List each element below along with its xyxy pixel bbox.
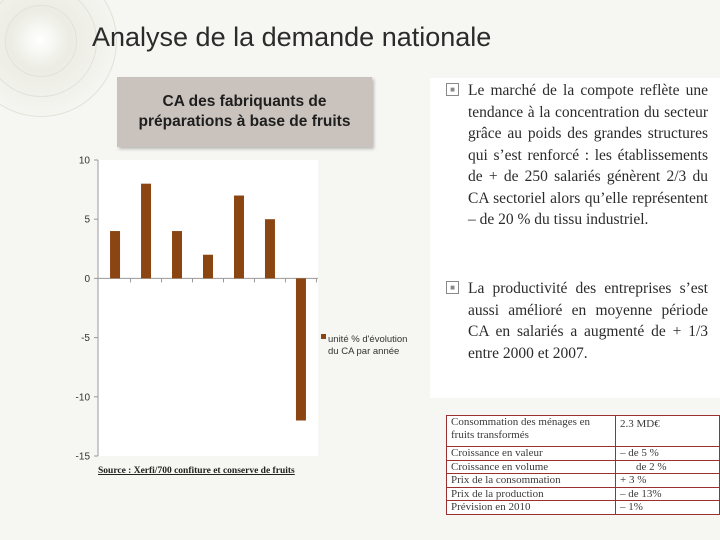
table-cell-label: Consommation des ménages en fruits transformés <box>447 416 616 447</box>
table-cell-label: Croissance en volume <box>447 460 616 474</box>
chart-source: Source : Xerfi/700 confiture et conserve de fruits <box>98 466 295 476</box>
chart-bar <box>265 219 275 278</box>
bullet-text: La productivité des entreprises s’est aussi amélioré en moyenne période CA en salariés a augmenté de + 1/3 entre 2000 et 2007. <box>468 280 708 362</box>
bullet-list <box>430 78 720 398</box>
bullet-box-icon: ■ <box>446 83 459 96</box>
table-row <box>447 501 720 515</box>
chart-bar <box>296 278 306 420</box>
y-tick-label: 0 <box>84 273 90 285</box>
chart-bar <box>203 255 213 279</box>
plot-area <box>98 160 318 456</box>
slide-title: Analyse de la demande nationale <box>92 22 492 52</box>
table-cell-value: – de 13% <box>616 487 720 501</box>
table-row <box>447 447 720 461</box>
y-tick-label: -15 <box>75 451 90 463</box>
stats-table <box>446 415 720 515</box>
y-tick-label: -10 <box>75 392 90 404</box>
legend-swatch <box>321 334 326 339</box>
table-cell-label: Prévision en 2010 <box>447 501 616 515</box>
chart-bar <box>110 231 120 278</box>
table-cell-value: – 1% <box>616 501 720 515</box>
y-tick-label: -5 <box>81 333 90 345</box>
table-row <box>447 460 720 474</box>
table-cell-label: Prix de la consommation <box>447 474 616 488</box>
table-cell-value: de 2 % <box>616 460 720 474</box>
table-cell-label: Prix de la production <box>447 487 616 501</box>
y-tick-label: 5 <box>84 214 90 226</box>
table-row <box>447 474 720 488</box>
table-cell-value: + 3 % <box>616 474 720 488</box>
legend-label: unité % d'évolution du CA par année <box>328 334 408 357</box>
chart-bar <box>172 231 182 278</box>
chart-title-box <box>117 77 372 147</box>
table-cell-label: Croissance en valeur <box>447 447 616 461</box>
bullet-box-icon: ■ <box>446 281 459 294</box>
table-row <box>447 487 720 501</box>
table-cell-value: – de 5 % <box>616 447 720 461</box>
chart-title: CA des fabriquants de préparations à base de fruits <box>138 93 351 130</box>
table-cell-value: 2.3 MD€ <box>616 416 720 447</box>
chart-bar <box>234 196 244 279</box>
chart-bar <box>141 184 151 279</box>
y-tick-label: 10 <box>78 155 90 167</box>
table-row <box>447 416 720 447</box>
bullet-text: Le marché de la compote reflète une tendance à la concentration du secteur grâce au poids des grandes structures qui s’est renforcé : les établissements de + de 250 salariés génèrent 2/3 du CA sectoriel alors qu’elle représentent – de 20 % du tissu industriel. <box>468 82 708 228</box>
